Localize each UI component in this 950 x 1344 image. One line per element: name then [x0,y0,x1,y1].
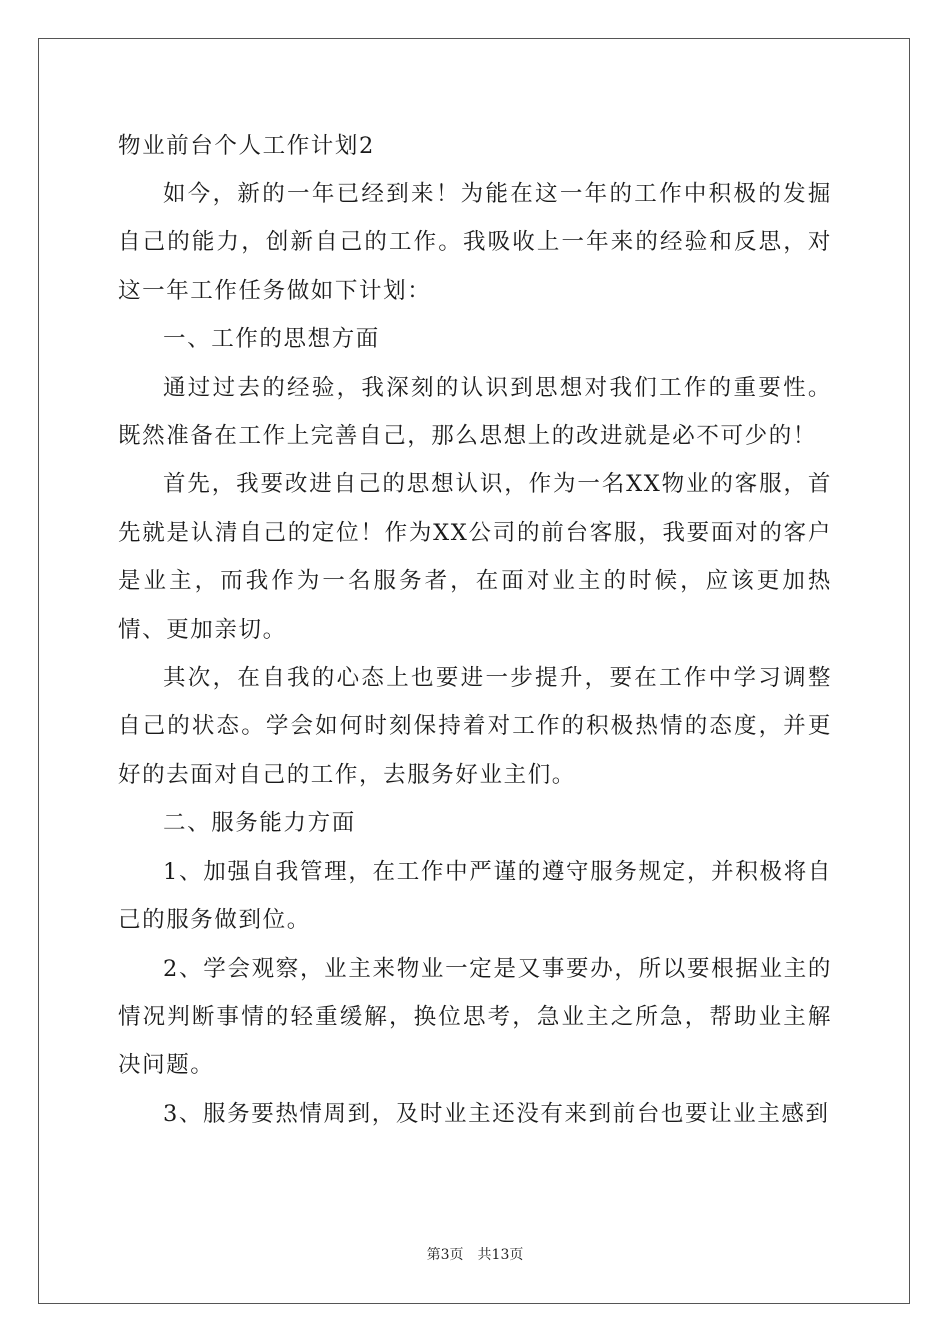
service-item-3: 3、服务要热情周到，及时业主还没有来到前台也要让业主感到 [163,1100,830,1127]
first-point-paragraph: 首先，我要改进自己的思想认识，作为一名XX物业的客服，首先就是认清自己的定位！作为XX公司的前台客服，我要面对的客户是业主，而我作为一名服务者，在面对业主的时候，应该更加热情、更加亲切。 [118,471,832,643]
service-item-2: 2、学会观察，业主来物业一定是又事要办，所以要根据业主的情况判断事情的轻重缓解，换位思考，急业主之所急，帮助业主解决问题。 [118,955,832,1079]
service-item-1: 1、加强自我管理，在工作中严谨的遵守服务规定，并积极将自己的服务做到位。 [118,858,832,934]
document-title: 物业前台个人工作计划2 [118,133,375,159]
page-footer [0,1244,950,1264]
page-number: 第3页 [426,1247,464,1263]
intro-paragraph: 如今，新的一年已经到来！为能在这一年的工作中积极的发掘自己的能力，创新自己的工作。我吸收上一年来的经验和反思，对这一年工作任务做如下计划： [118,181,832,304]
document-body [118,122,832,1138]
second-point-paragraph: 其次，在自我的心态上也要进一步提升，要在工作中学习调整自己的状态。学会如何时刻保持着对工作的积极热情的态度，并更好的去面对自己的工作，去服务好业主们。 [118,665,832,788]
section-heading-thinking: 一、工作的思想方面 [163,326,380,353]
page-total: 共13页 [477,1247,524,1263]
section-heading-service: 二、服务能力方面 [163,810,356,837]
thinking-paragraph: 通过过去的经验，我深刻的认识到思想对我们工作的重要性。既然准备在工作上完善自己，那么思想上的改进就是必不可少的！ [118,374,832,450]
